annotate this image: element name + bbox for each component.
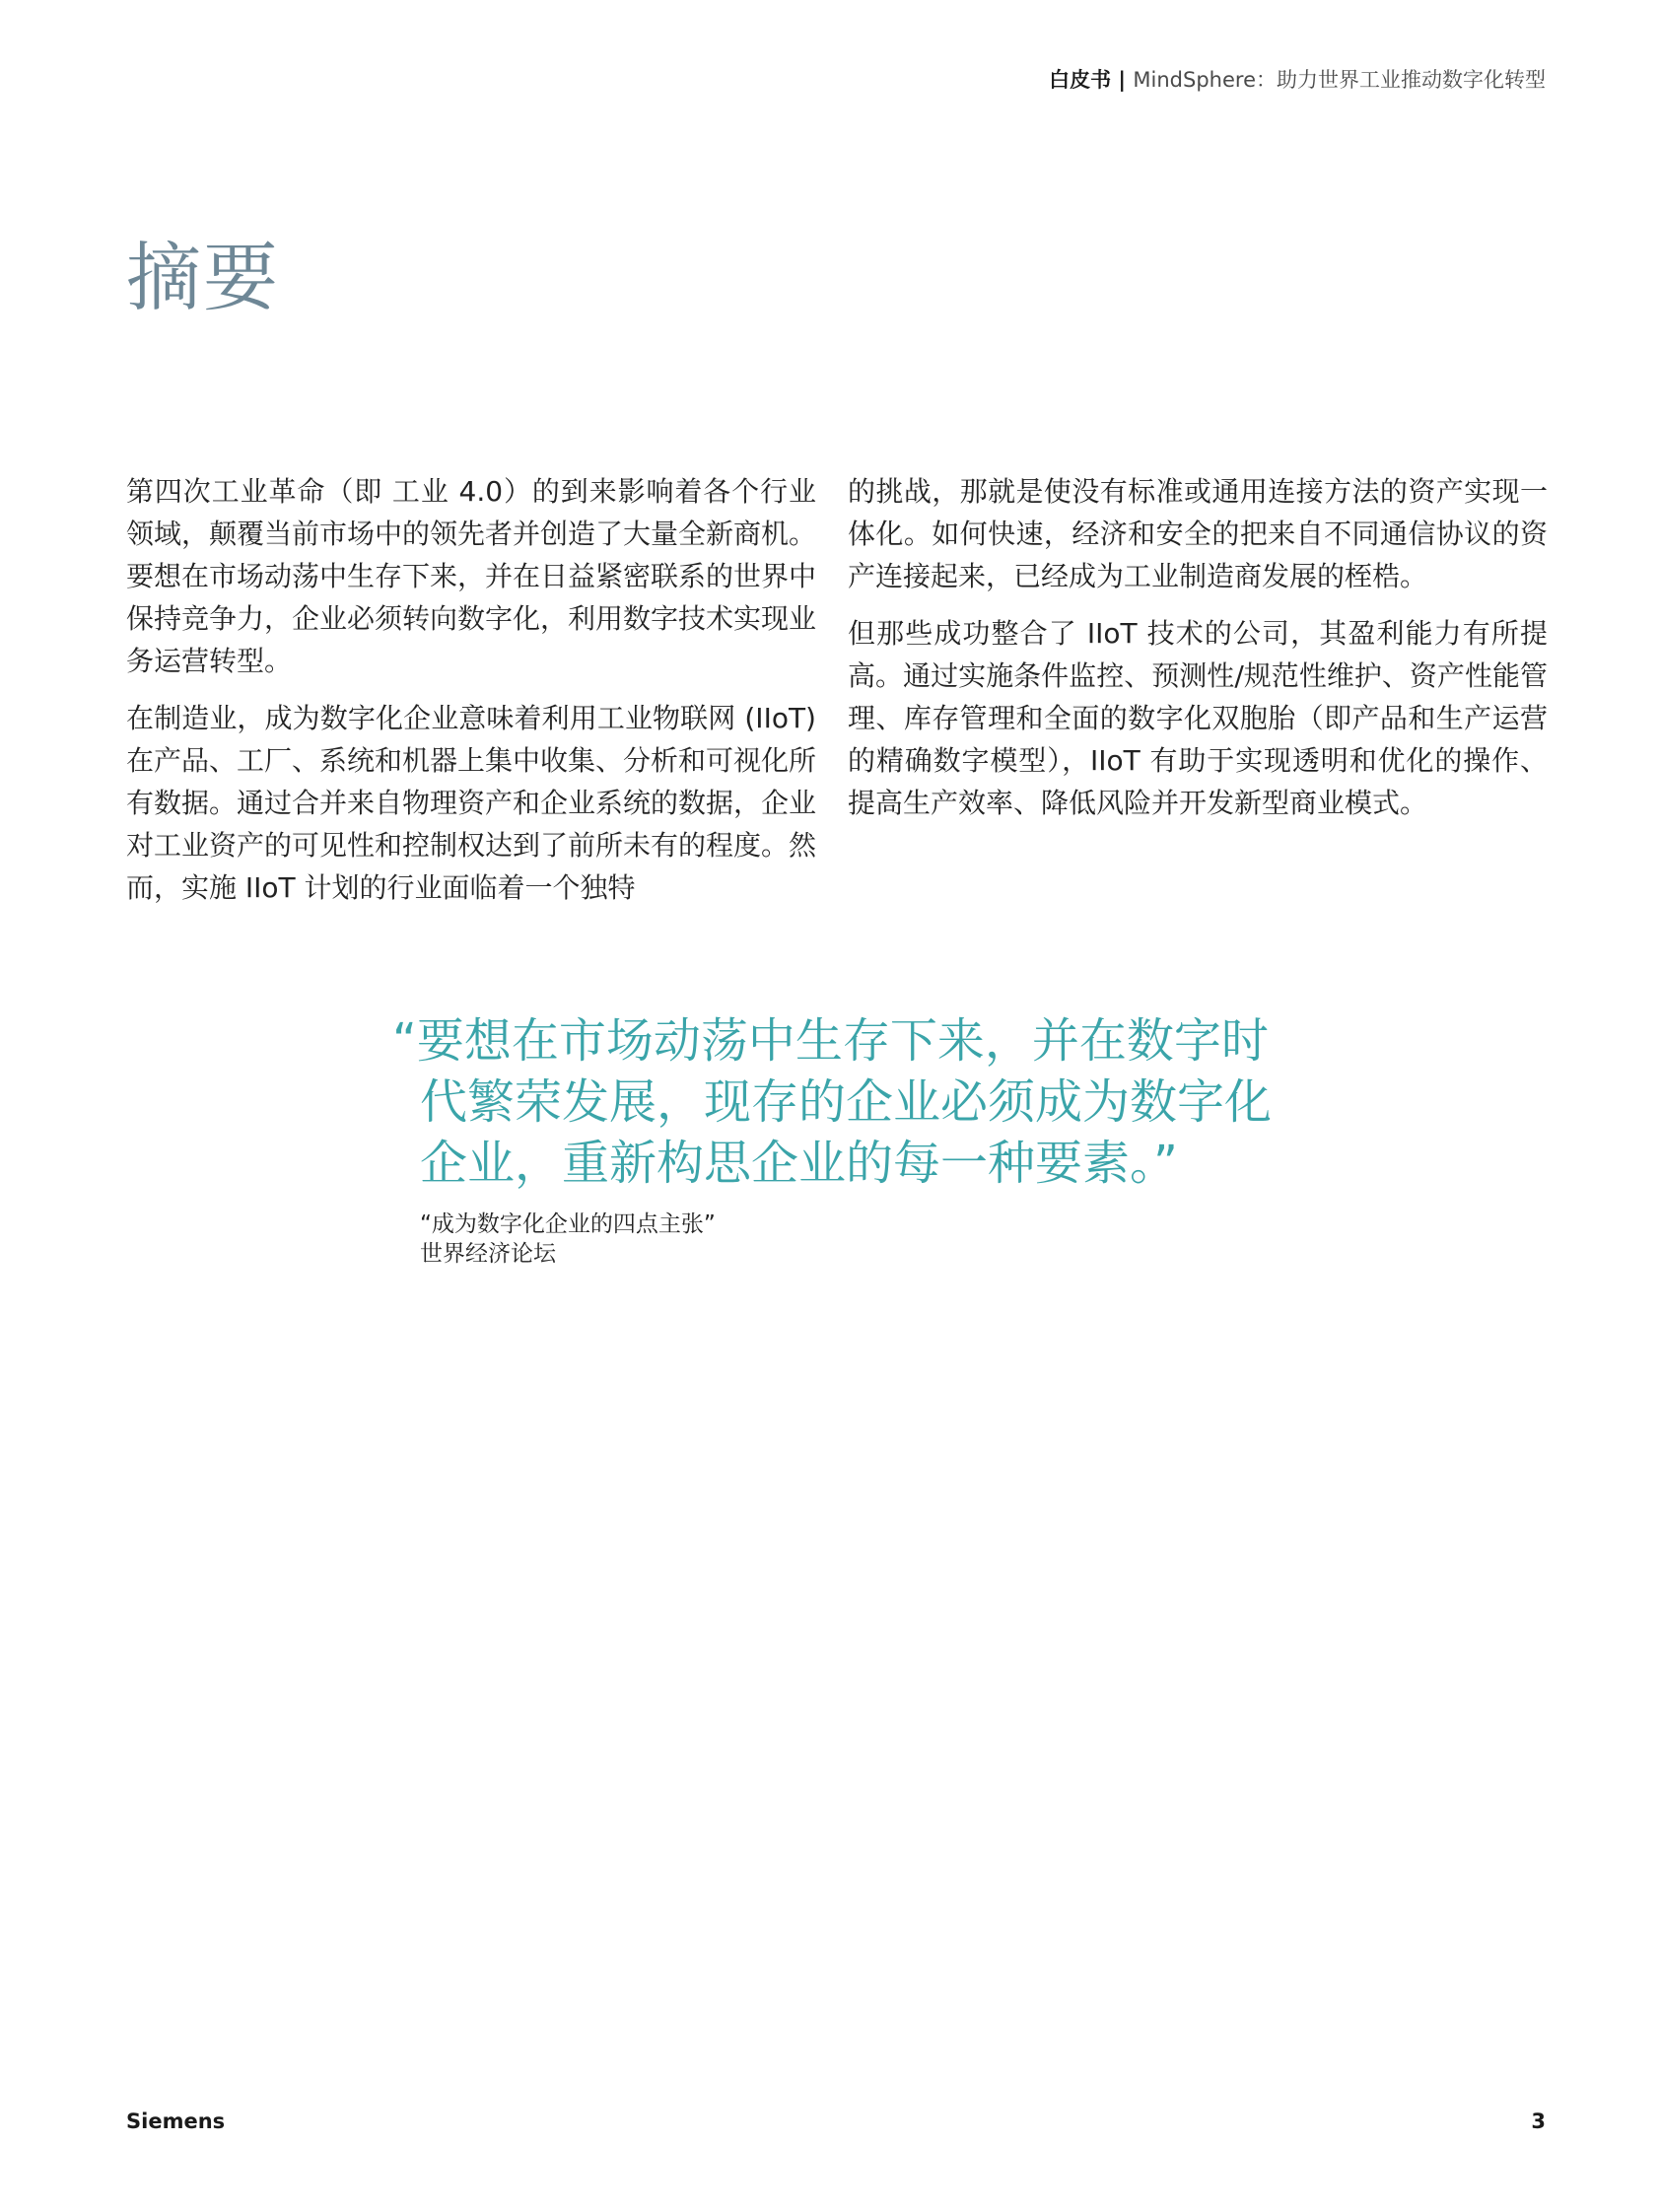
header-doc-type: 白皮书 (1049, 68, 1112, 92)
body-paragraph: 第四次工业革命（即 工业 4.0）的到来影响着各个行业领域，颠覆当前市场中的领先者并创造了大量全新商机。要想在市场动荡中生存下来，并在日益紧密联系的世界中保持竞争力，企业必须转向数字化，利用数字技术实现业务运营转型。 (126, 475, 817, 677)
header-separator: | (1111, 68, 1134, 92)
quote-source (392, 1210, 1279, 1269)
footer-company: Siemens (126, 2109, 226, 2133)
footer-page-number: 3 (1531, 2109, 1546, 2133)
body-paragraph: 但那些成功整合了 IIoT 技术的公司，其盈利能力有所提高。通过实施条件监控、预测性/规范性维护、资产性能管理、库存管理和全面的数字化双胞胎（即产品和生产运营的精确数字模型），IIoT 有助于实现透明和优化的操作、提高生产效率、降低风险并开发新型商业模式。 (848, 617, 1548, 819)
body-paragraph: 在制造业，成为数字化企业意味着利用工业物联网 (IIoT) 在产品、工厂、系统和机器上集中收集、分析和可视化所有数据。通过合并来自物理资产和企业系统的数据，企业对工业资产的可见性和控制权达到了前所未有的程度。然而，实施 IIoT 计划的行业面临着一个独特 (126, 702, 817, 904)
quote-text: “要想在市场动荡中生存下来，并在数字时代繁荣发展，现存的企业必须成为数字化企业，重新构思企业的每一种要素。” (392, 1013, 1273, 1191)
quote-source-org: 世界经济论坛 (420, 1241, 556, 1267)
header-title: MindSphere：助力世界工业推动数字化转型 (1133, 68, 1546, 92)
body-column-left (126, 470, 816, 924)
pull-quote (392, 1010, 1279, 1269)
body-paragraph: 的挑战，那就是使没有标准或通用连接方法的资产实现一体化。如何快速，经济和安全的把来自不同通信协议的资产连接起来，已经成为工业制造商发展的桎梏。 (848, 475, 1548, 592)
quote-source-title: “成为数字化企业的四点主张” (420, 1211, 716, 1237)
page-title: 摘要 (126, 234, 280, 321)
body-column-right (848, 470, 1548, 839)
page-header (1049, 65, 1546, 95)
